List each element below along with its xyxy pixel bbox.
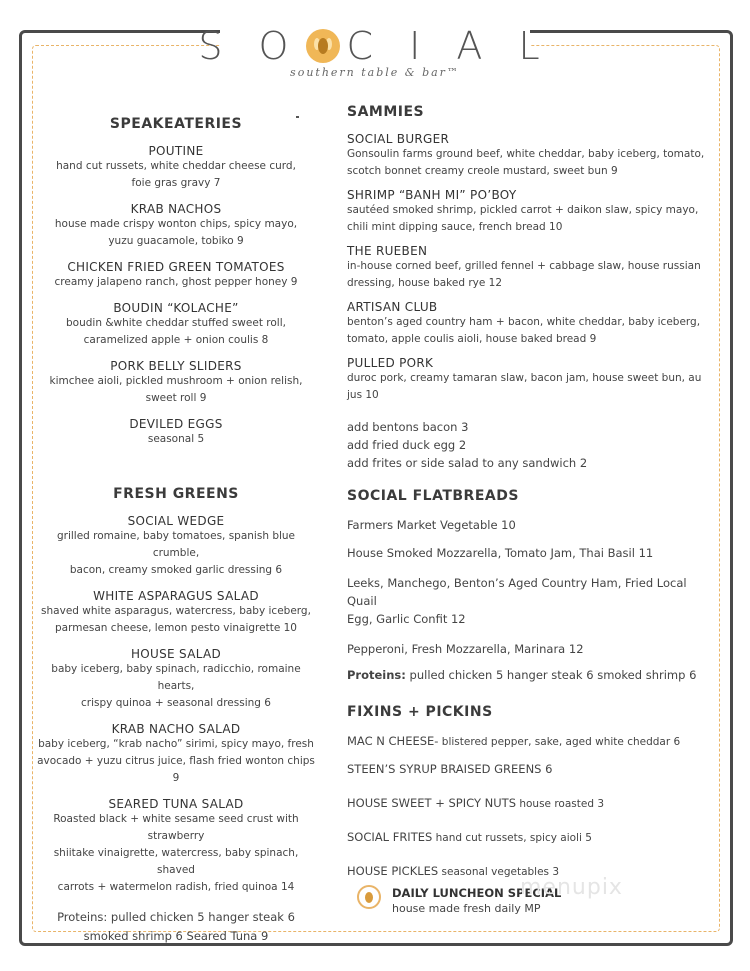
fresh-greens-title: FRESH GREENS	[113, 486, 239, 502]
brand-tagline: southern table & bar™	[290, 66, 460, 79]
speakeateries-title: SPEAKEATERIES	[109, 116, 243, 132]
watermark: menupix	[520, 875, 623, 900]
sammies-addons: add bentons bacon 3 add fried duck egg 2 add frites or side salad to any sandwich 2	[347, 420, 588, 470]
menu-item: PORK BELLY SLIDERS kimchee aioli, pickled mushroom + onion relish, sweet roll 9	[49, 359, 303, 404]
menu-item: KRAB NACHO SALAD baby iceberg, “krab nacho” sirimi, spicy mayo, fresh avocado + yuzu citrus juice, flash fried wonton chips 9	[37, 722, 315, 784]
fixins-item: STEEN’S SYRUP BRAISED GREENS 6	[347, 762, 553, 776]
fixins-item: HOUSE SWEET + SPICY NUTS house roasted 3	[347, 796, 605, 810]
flatbread-item: House Smoked Mozzarella, Tomato Jam, Thai Basil 11	[347, 546, 654, 560]
brand-logo: S O C I A L	[198, 24, 552, 68]
menu-item: SEARED TUNA SALAD Roasted black + white sesame seed crust with strawberry shiitake vinaigrette, watercress, baby spinach, shaved carrots + watermelon radish, fried quinoa 14	[53, 797, 299, 893]
menu-item: BOUDIN “KOLACHE” boudin &white cheddar stuffed sweet roll, caramelized apple + onion coulis 8	[66, 301, 286, 346]
flatbread-proteins: Proteins: pulled chicken 5 hanger steak 6 smoked shrimp 6	[347, 668, 697, 682]
menu-item: DEVILED EGGS seasonal 5	[129, 417, 223, 445]
sammies-title: SAMMIES	[347, 104, 425, 120]
menu-item: WHITE ASPARAGUS SALAD shaved white asparagus, watercress, baby iceberg, parmesan cheese, lemon pesto vinaigrette 10	[41, 589, 311, 634]
fixins-item: MAC N CHEESE- blistered pepper, sake, aged white cheddar 6	[347, 734, 681, 748]
right-column	[347, 104, 717, 918]
menu-item: HOUSE SALAD baby iceberg, baby spinach, radicchio, romaine hearts, crispy quinoa + seasonal dressing 6	[51, 647, 301, 709]
menu-item: ARTISAN CLUB benton’s aged country ham + bacon, white cheddar, baby iceberg, tomato, apple coulis aioli, house baked bread 9	[347, 300, 701, 345]
menu-item: POUTINE hand cut russets, white cheddar cheese curd, foie gras gravy 7	[56, 144, 296, 189]
flatbread-item: Pepperoni, Fresh Mozzarella, Marinara 12	[347, 642, 584, 656]
menu-item: SHRIMP “BANH MI” PO’BOY sautéed smoked shrimp, pickled carrot + daikon slaw, spicy mayo, chili mint dipping sauce, french bread 10	[347, 188, 699, 233]
menu-item: THE RUEBEN in-house corned beef, grilled fennel + cabbage slaw, house russian dressing, house baked rye 12	[347, 244, 701, 289]
flatbread-item: Leeks, Manchego, Benton’s Aged Country Ham, Fried Local Quail Egg, Garlic Confit 12	[347, 576, 687, 626]
fixins-item: SOCIAL FRITES hand cut russets, spicy aioli 5	[347, 830, 592, 844]
fixins-item: HOUSE PICKLES seasonal vegetables 3	[347, 864, 560, 878]
daily-special: DAILY LUNCHEON SPECIAL house made fresh daily MP	[392, 886, 562, 915]
menu-item: KRAB NACHOS house made crispy wonton chips, spicy mayo, yuzu guacamole, tobiko 9	[54, 202, 298, 247]
flatbread-item: Farmers Market Vegetable 10	[347, 518, 516, 532]
menu-item: SOCIAL BURGER Gonsoulin farms ground beef, white cheddar, baby iceberg, tomato, scotch bonnet creamy creole mustard, sweet bun 9	[347, 132, 705, 177]
menu-item: PULLED PORK duroc pork, creamy tamaran slaw, bacon jam, house sweet bun, au jus 10	[347, 356, 702, 401]
menu-item: SOCIAL WEDGE grilled romaine, baby tomatoes, spanish blue crumble, bacon, creamy smoked garlic dressing 6	[56, 514, 296, 576]
bee-icon	[306, 29, 340, 63]
fixins-title: FIXINS + PICKINS	[347, 704, 493, 720]
bee-badge-icon	[357, 885, 381, 909]
left-column	[36, 116, 316, 946]
menu-item: CHICKEN FRIED GREEN TOMATOES creamy jalapeno ranch, ghost pepper honey 9	[54, 260, 298, 288]
greens-proteins: Proteins: pulled chicken 5 hanger steak 6 smoked shrimp 6 Seared Tuna 9	[57, 910, 295, 943]
flatbreads-title: SOCIAL FLATBREADS	[347, 488, 519, 504]
